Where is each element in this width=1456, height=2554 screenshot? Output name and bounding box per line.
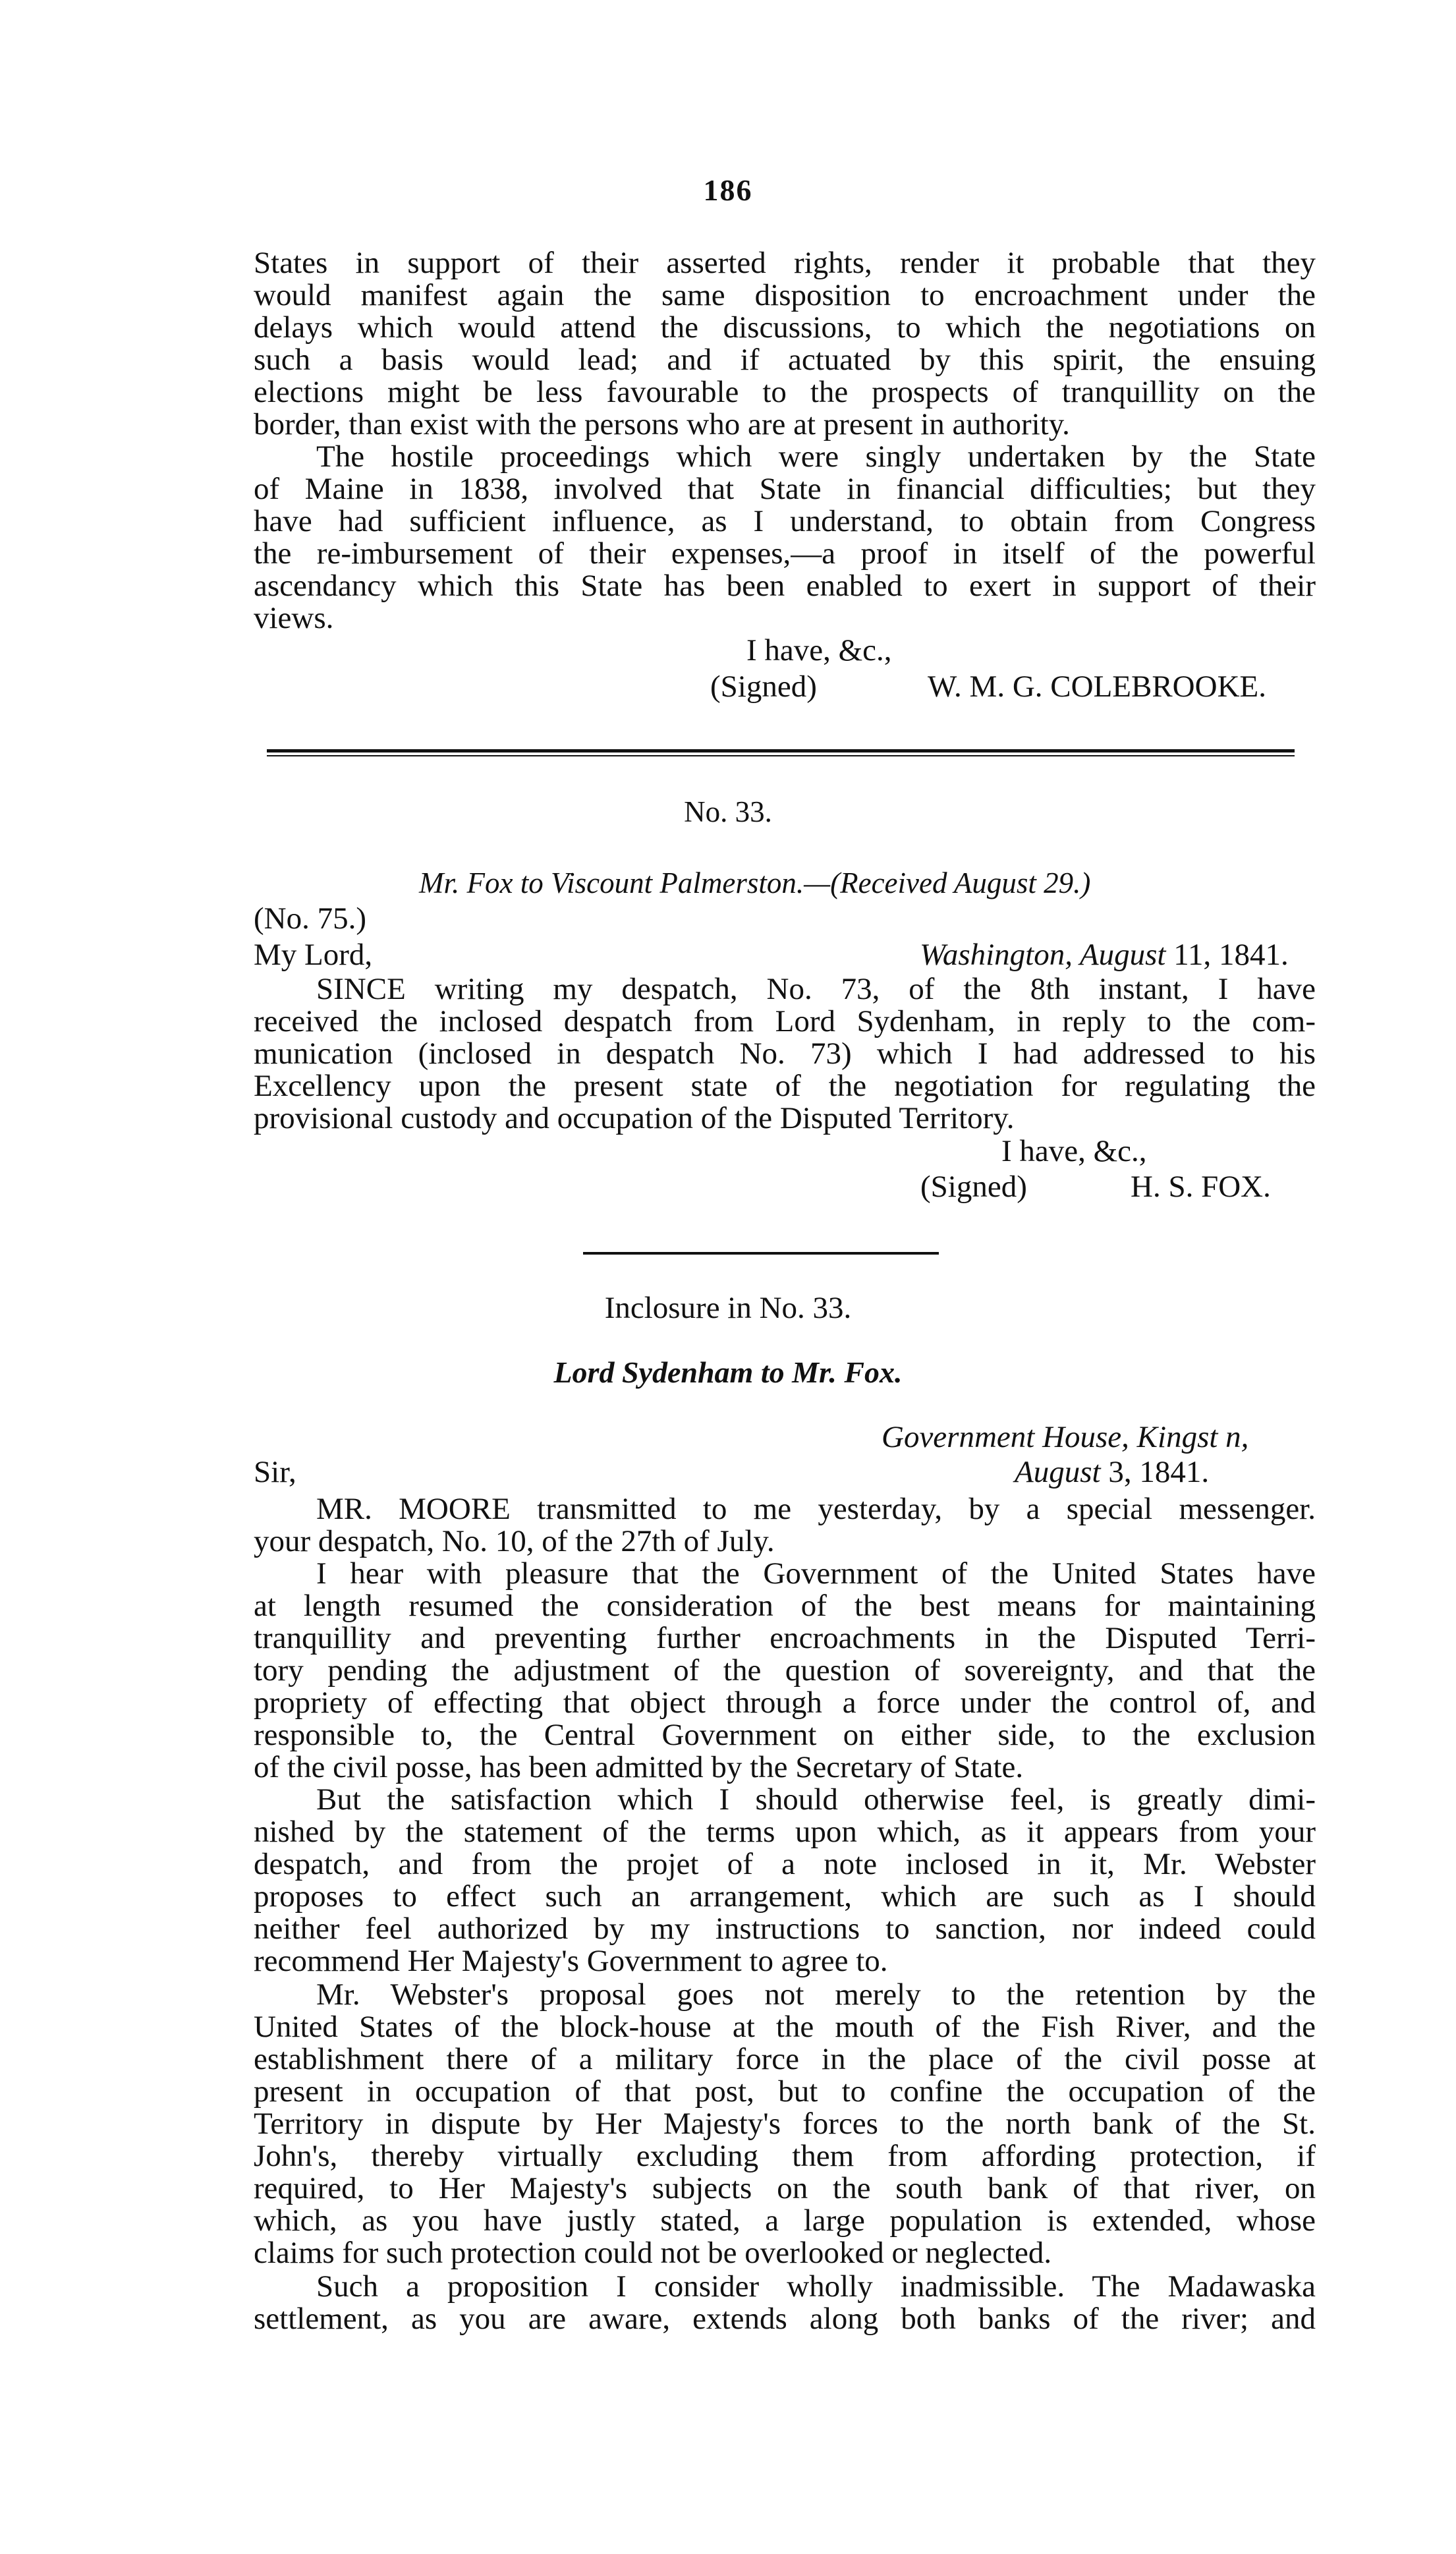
text-line: Such a proposition I consider wholly inadmissible. The Madawaska (316, 2269, 1316, 2304)
text-line: would manifest again the same disposition to encroachment under the (254, 278, 1316, 312)
section-divider (583, 1252, 939, 1255)
signer-name: W. M. G. COLEBROOKE. (928, 669, 1266, 704)
text-line: The hostile proceedings which were singly undertaken by the State (316, 440, 1316, 474)
text-line: settlement, as you are aware, extends along both banks of the river; and (254, 2302, 1316, 2336)
section-divider-thin (267, 755, 1295, 756)
text-line: delays which would attend the discussions, to which the negotiations on (254, 310, 1316, 345)
text-line: claims for such protection could not be overlooked or neglected. (254, 2236, 1052, 2270)
text-line: proposes to effect such an arrangement, which are such as I should (254, 1879, 1316, 1914)
text-line: which, as you have justly stated, a large population is extended, whose (254, 2203, 1316, 2238)
text-line: nished by the statement of the terms upon which, as it appears from your (254, 1815, 1316, 1849)
text-line: received the inclosed despatch from Lord Sydenham, in reply to the com- (254, 1004, 1316, 1038)
page-number: 186 (703, 173, 753, 207)
text-line: such a basis would lead; and if actuated by this spirit, the ensuing (254, 343, 1316, 377)
paragraph-satisfaction (254, 1784, 1316, 1977)
despatch-number: (No. 75.) (254, 901, 366, 936)
paragraph-inadmissible (254, 2271, 1316, 2335)
text-line: But the satisfaction which I should otherwise feel, is greatly dimi- (316, 1782, 1316, 1817)
text-line: Mr. Webster's proposal goes not merely to the retention by the (316, 1977, 1316, 2012)
text-line: required, to Her Majesty's subjects on the south bank of that river, on (254, 2171, 1316, 2205)
text-line: elections might be less favourable to the prospects of tranquillity on the (254, 375, 1316, 409)
text-line: tory pending the adjustment of the question of sovereignty, and that the (254, 1653, 1316, 1688)
text-line: munication (inclosed in despatch No. 73) which I had addressed to his (254, 1036, 1316, 1071)
text-line: tranquillity and preventing further encroachments in the Disputed Terri- (254, 1621, 1316, 1655)
paragraph-hostile-proceedings (254, 441, 1316, 635)
text-line: border, than exist with the persons who are at present in authority. (254, 407, 1070, 441)
text-line: establishment there of a military force in the place of the civil posse at (254, 2042, 1316, 2076)
text-line: propriety of effecting that object through a force under the control of, and (254, 1686, 1316, 1720)
text-line: provisional custody and occupation of the Disputed Territory. (254, 1101, 1015, 1135)
closing-line: I have, &c., (746, 633, 892, 667)
text-line: ascendancy which this State has been enabled to exert in support of their (254, 569, 1316, 603)
text-line: at length resumed the consideration of the best means for maintaining (254, 1589, 1316, 1623)
paragraph-since-writing (254, 973, 1316, 1135)
place-date: Washington, August 11, 1841. (920, 938, 1289, 972)
paragraph-mr-moore (254, 1493, 1316, 1558)
text-line: States in support of their asserted rights, render it probable that they (254, 246, 1316, 280)
closing-line: I have, &c., (1001, 1134, 1147, 1168)
document-heading: Mr. Fox to Viscount Palmerston.—(Received August 29.) (419, 866, 1091, 899)
text-line: despatch, and from the projet of a note inclosed in it, Mr. Webster (254, 1847, 1316, 1881)
text-line: present in occupation of that post, but to confine the occupation of the (254, 2074, 1316, 2109)
text-line: United States of the block-house at the mouth of the Fish River, and the (254, 2010, 1316, 2044)
inclosure-title: Inclosure in No. 33. (604, 1291, 852, 1325)
text-line: your despatch, No. 10, of the 27th of July. (254, 1524, 775, 1558)
signed-label: (Signed) (920, 1170, 1027, 1204)
text-line: Territory in dispute by Her Majesty's forces to the north bank of the St. (254, 2107, 1316, 2141)
text-line: neither feel authorized by my instructions to sanction, nor indeed could (254, 1912, 1316, 1946)
date-line: August 3, 1841. (1015, 1455, 1210, 1489)
signer-name: H. S. FOX. (1131, 1170, 1271, 1204)
text-line: John's, thereby virtually excluding them from affording protection, if (254, 2139, 1316, 2173)
document-number: No. 33. (684, 795, 772, 828)
text-line: I hear with pleasure that the Government of the United States have (316, 1556, 1316, 1591)
paragraph-continuation (254, 247, 1316, 441)
paragraph-pleasure (254, 1558, 1316, 1784)
text-line: views. (254, 601, 334, 635)
text-line: of the civil posse, has been admitted by the Secretary of State. (254, 1750, 1024, 1784)
place-line: Government House, Kingst n, (882, 1420, 1249, 1454)
text-line: of Maine in 1838, involved that State in financial difficulties; but they (254, 472, 1316, 506)
inclosure-heading: Lord Sydenham to Mr. Fox. (553, 1355, 903, 1389)
signed-label: (Signed) (710, 669, 817, 704)
salutation: Sir, (254, 1455, 296, 1489)
salutation: My Lord, (254, 938, 373, 972)
text-line: Excellency upon the present state of the negotiation for regulating the (254, 1069, 1316, 1103)
text-line: MR. MOORE transmitted to me yesterday, by a special messenger. (316, 1492, 1316, 1526)
text-line: SINCE writing my despatch, No. 73, of the 8th instant, I have (316, 972, 1316, 1006)
text-line: responsible to, the Central Government on either side, to the exclusion (254, 1718, 1316, 1752)
text-line: recommend Her Majesty's Government to agree to. (254, 1944, 888, 1978)
section-divider (267, 749, 1295, 752)
text-line: the re-imbursement of their expenses,—a proof in itself of the powerful (254, 536, 1316, 571)
paragraph-webster-proposal (254, 1979, 1316, 2269)
text-line: have had sufficient influence, as I understand, to obtain from Congress (254, 504, 1316, 538)
